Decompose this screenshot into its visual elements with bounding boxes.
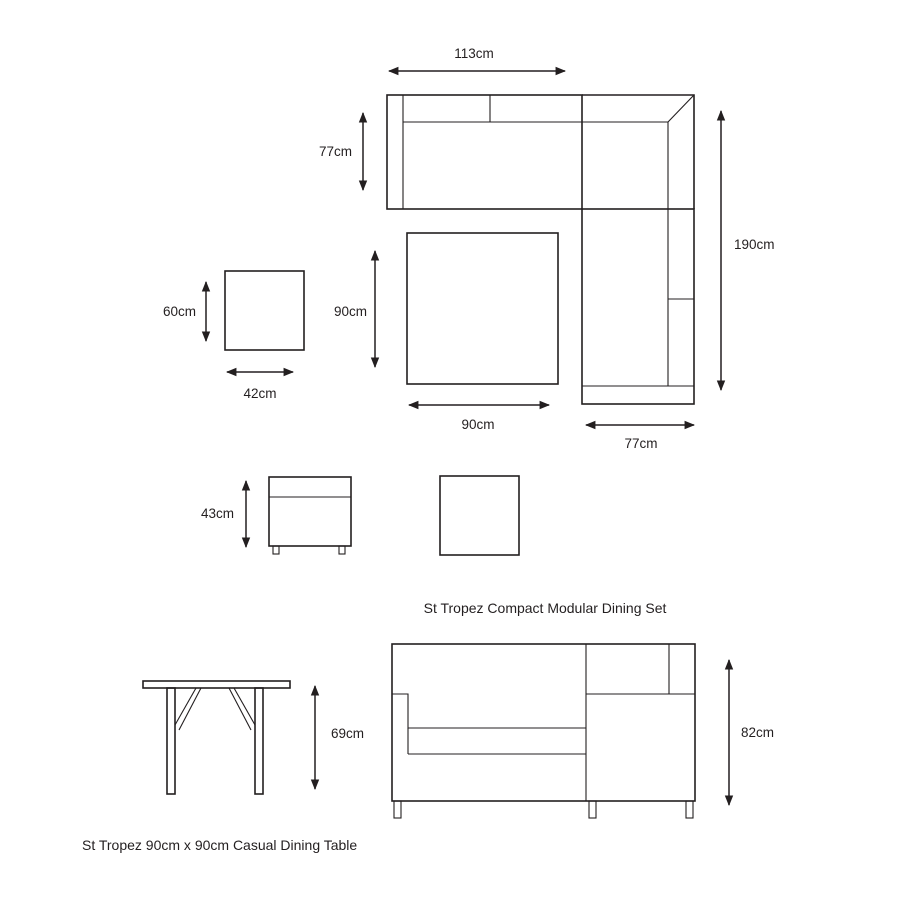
label-sofa-total-length: 190cm	[734, 237, 775, 252]
caption-dining-set: St Tropez Compact Modular Dining Set	[423, 600, 667, 616]
stool-elevation	[269, 477, 351, 554]
label-sofa-top-depth: 77cm	[318, 144, 352, 159]
corner-sofa-plan	[387, 95, 694, 404]
label-sofa-top-width: 113cm	[454, 46, 494, 61]
label-footstool-height: 60cm	[162, 304, 196, 319]
casual-table-elevation	[143, 681, 290, 794]
label-stool-height: 43cm	[200, 506, 234, 521]
corner-sofa-elevation	[392, 644, 695, 818]
stool-plan	[440, 476, 519, 555]
table-plan	[407, 233, 558, 384]
label-sofa-side-width: 77cm	[624, 436, 658, 451]
label-footstool-width: 42cm	[243, 386, 277, 401]
caption-casual-table: St Tropez 90cm x 90cm Casual Dining Table	[82, 837, 358, 853]
label-table-plan-depth: 90cm	[333, 304, 367, 319]
label-table-height: 69cm	[331, 726, 365, 741]
label-table-plan-width: 90cm	[461, 417, 495, 432]
label-sofa-height: 82cm	[741, 725, 775, 740]
footstool-plan	[225, 271, 304, 350]
